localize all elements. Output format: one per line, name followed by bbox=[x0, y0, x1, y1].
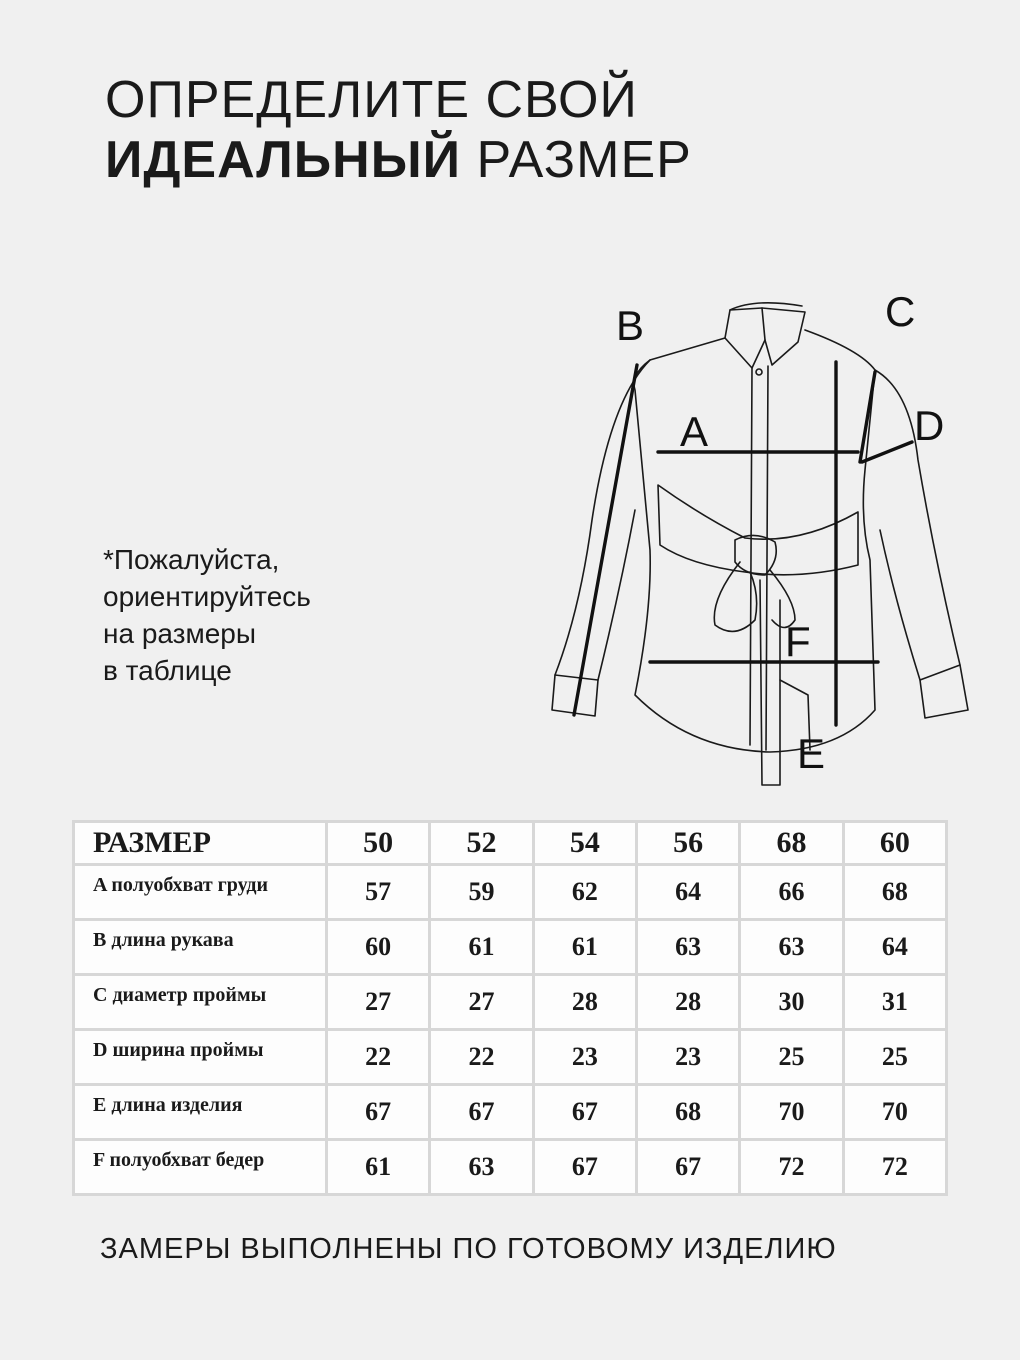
size-50: 50 bbox=[328, 823, 428, 863]
table-cell: 28 bbox=[638, 976, 738, 1028]
size-60: 60 bbox=[845, 823, 945, 863]
table-cell: 60 bbox=[328, 921, 428, 973]
collar-outline bbox=[725, 308, 765, 368]
table-cell: 28 bbox=[535, 976, 635, 1028]
header-label: РАЗМЕР bbox=[75, 823, 325, 863]
left-sleeve bbox=[552, 360, 650, 716]
size-68: 68 bbox=[741, 823, 841, 863]
table-cell: 61 bbox=[535, 921, 635, 973]
size-table bbox=[72, 820, 948, 1196]
table-cell: 72 bbox=[741, 1141, 841, 1193]
footer-note: ЗАМЕРЫ ВЫПОЛНЕНЫ ПО ГОТОВОМУ ИЗДЕЛИЮ bbox=[100, 1233, 837, 1265]
label-f: F bbox=[785, 618, 811, 665]
table-cell: 23 bbox=[535, 1031, 635, 1083]
table-cell: 64 bbox=[845, 921, 945, 973]
table-cell: 30 bbox=[741, 976, 841, 1028]
page-title bbox=[105, 70, 692, 190]
table-cell: 27 bbox=[328, 976, 428, 1028]
row-label: A полуобхват груди bbox=[75, 866, 325, 918]
label-e: E bbox=[797, 730, 826, 777]
title-bold-word: ИДЕАЛЬНЫЙ bbox=[105, 131, 461, 189]
label-c: C bbox=[885, 288, 916, 335]
table-cell: 57 bbox=[328, 866, 428, 918]
table-cell: 27 bbox=[431, 976, 531, 1028]
table-cell: 22 bbox=[431, 1031, 531, 1083]
measure-line-d bbox=[862, 442, 912, 462]
table-cell: 23 bbox=[638, 1031, 738, 1083]
table-cell: 59 bbox=[431, 866, 531, 918]
table-cell: 61 bbox=[431, 921, 531, 973]
table-header-row bbox=[75, 823, 945, 863]
shirt-diagram bbox=[540, 280, 980, 800]
row-label: B длина рукава bbox=[75, 921, 325, 973]
table-cell: 63 bbox=[741, 921, 841, 973]
collar-outline-right bbox=[762, 308, 805, 365]
label-d: D bbox=[914, 402, 945, 449]
table-cell: 31 bbox=[845, 976, 945, 1028]
belt bbox=[658, 485, 858, 575]
table-cell: 68 bbox=[638, 1086, 738, 1138]
table-cell: 66 bbox=[741, 866, 841, 918]
shirt-placket bbox=[750, 366, 768, 750]
table-cell: 22 bbox=[328, 1031, 428, 1083]
shirt-body bbox=[634, 330, 875, 752]
table-row bbox=[75, 1031, 945, 1083]
size-note: *Пожалуйста, ориентируйтесь на размеры в таблице bbox=[103, 544, 311, 686]
title-line-2 bbox=[105, 130, 692, 190]
row-label: C диаметр проймы bbox=[75, 976, 325, 1028]
table-cell: 67 bbox=[638, 1141, 738, 1193]
measure-line-b bbox=[574, 365, 637, 715]
table-cell: 70 bbox=[741, 1086, 841, 1138]
table-cell: 67 bbox=[431, 1086, 531, 1138]
row-label: D ширина проймы bbox=[75, 1031, 325, 1083]
label-b: B bbox=[616, 302, 645, 349]
table-row bbox=[75, 866, 945, 918]
title-rest: РАЗМЕР bbox=[461, 131, 692, 189]
title-line-1: ОПРЕДЕЛИТЕ СВОЙ bbox=[105, 71, 638, 129]
belt-tail bbox=[760, 580, 780, 785]
table-cell: 68 bbox=[845, 866, 945, 918]
table-cell: 25 bbox=[741, 1031, 841, 1083]
table-cell: 72 bbox=[845, 1141, 945, 1193]
table-cell: 67 bbox=[535, 1086, 635, 1138]
bow-knot bbox=[735, 535, 776, 575]
table-cell: 67 bbox=[328, 1086, 428, 1138]
table-cell: 61 bbox=[328, 1141, 428, 1193]
size-56: 56 bbox=[638, 823, 738, 863]
row-label: E длина изделия bbox=[75, 1086, 325, 1138]
shirt-button bbox=[756, 369, 762, 375]
table-cell: 64 bbox=[638, 866, 738, 918]
table-cell: 63 bbox=[431, 1141, 531, 1193]
right-cuff bbox=[920, 665, 960, 680]
row-label: F полуобхват бедер bbox=[75, 1141, 325, 1193]
table-row bbox=[75, 1141, 945, 1193]
table-cell: 25 bbox=[845, 1031, 945, 1083]
table-cell: 67 bbox=[535, 1141, 635, 1193]
label-a: A bbox=[680, 408, 709, 455]
table-row bbox=[75, 1086, 945, 1138]
table-cell: 70 bbox=[845, 1086, 945, 1138]
table-row bbox=[75, 921, 945, 973]
size-52: 52 bbox=[431, 823, 531, 863]
table-row bbox=[75, 976, 945, 1028]
table-cell: 63 bbox=[638, 921, 738, 973]
left-cuff bbox=[555, 675, 598, 680]
table-cell: 62 bbox=[535, 866, 635, 918]
size-54: 54 bbox=[535, 823, 635, 863]
